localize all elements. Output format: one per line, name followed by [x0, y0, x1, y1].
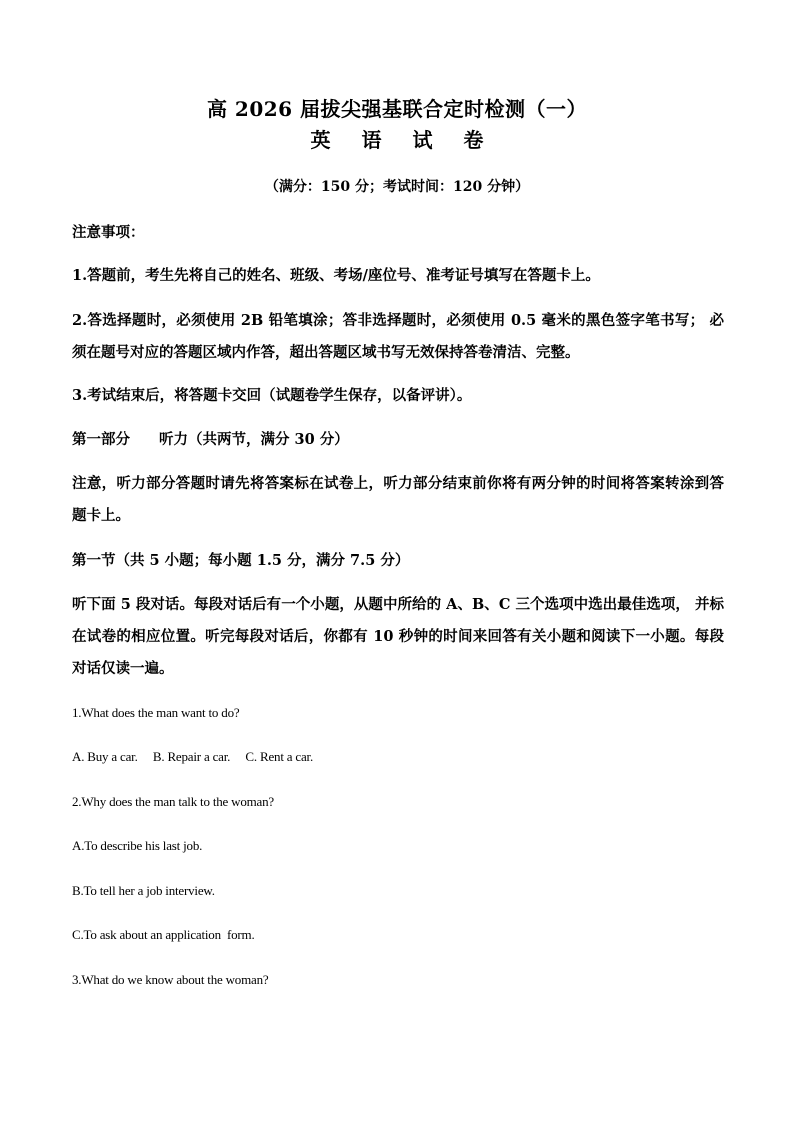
- part1-heading: 第一部分 听力（共两节，满分 30 分）: [72, 431, 349, 448]
- question-2-option-c: C.To ask about an application form.: [72, 927, 255, 942]
- section1-heading: 第一节（共 5 小题；每小题 1.5 分，满分 7.5 分）: [72, 552, 410, 569]
- question-2-option-a: A.To describe his last job.: [72, 838, 203, 853]
- notice-item-1: 1.答题前，考生先将自己的姓名、班级、考场/座位号、准考证号填写在答题卡上。: [72, 267, 600, 284]
- exam-title: 高 2026 届拔尖强基联合定时检测（一）: [206, 97, 588, 121]
- question-2-option-b: B.To tell her a job interview.: [72, 883, 215, 898]
- section1-instructions: 听下面 5 段对话。每段对话后有一个小题，从题中所给的 A、B、C 三个选项中选出最佳选项， 并标在试卷的相应位置。听完每段对话后，你都有 10 秒钟的时间来回答有关小题和阅读下一小题。每段对话仅读一遍。: [72, 596, 724, 677]
- part1-note: 注意，听力部分答题时请先将答案标在试卷上，听力部分结束前你将有两分钟的时间将答案转涂到答题卡上。: [72, 475, 724, 524]
- question-2-stem: 2.Why does the man talk to the woman?: [72, 794, 274, 809]
- question-1-options: A. Buy a car. B. Repair a car. C. Rent a car.: [72, 749, 314, 764]
- question-1-stem: 1.What does the man want to do?: [72, 705, 240, 720]
- notice-heading: 注意事项：: [72, 224, 145, 241]
- question-3-stem: 3.What do we know about the woman?: [72, 972, 269, 987]
- exam-info: （满分：150 分；考试时间：120 分钟）: [264, 179, 530, 195]
- notice-item-3: 3.考试结束后，将答题卡交回（试题卷学生保存，以备评讲）。: [72, 387, 472, 404]
- notice-item-2: 2.答选择题时，必须使用 2B 铅笔填涂；答非选择题时，必须使用 0.5 毫米的黑色签字笔书写； 必须在题号对应的答题区域内作答，超出答题区域书写无效保持答卷清洁、完整。: [72, 312, 724, 361]
- exam-subject: 英 语 试 卷: [310, 128, 496, 152]
